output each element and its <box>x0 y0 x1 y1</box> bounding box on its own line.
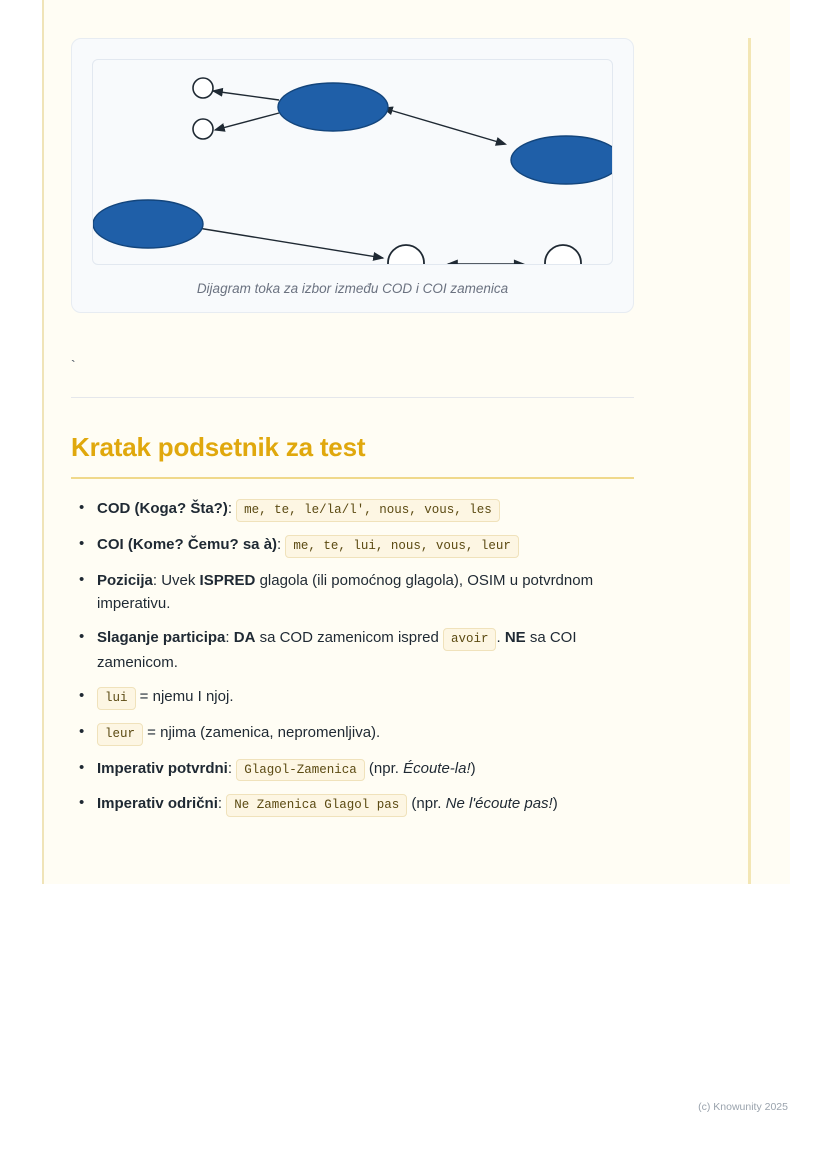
list-item <box>97 757 634 782</box>
emphasis-text: Slaganje participa <box>97 629 226 647</box>
list-item <box>97 792 634 817</box>
body-text: (npr. <box>364 759 404 777</box>
list-item <box>97 569 634 616</box>
section-title: Kratak podsetnik za test <box>71 432 366 462</box>
example-text: Ne l'écoute pas! <box>445 795 553 813</box>
node-ellipse-left <box>93 200 203 248</box>
diagram-canvas <box>92 59 613 265</box>
list-item <box>97 685 634 710</box>
emphasis-text: COI (Kome? Čemu? sa à) <box>97 535 278 553</box>
emphasis-text: Imperativ odrični <box>97 795 218 813</box>
body-text: (npr. <box>407 795 446 813</box>
list-item <box>97 497 634 522</box>
node-circle-bottom-2 <box>545 245 581 264</box>
code-chip: avoir <box>443 628 497 651</box>
body-text: : <box>277 535 286 553</box>
body-text: : <box>217 795 227 813</box>
summary-list <box>71 497 634 817</box>
flowchart-svg <box>93 60 612 264</box>
code-chip: me, te, le/la/l', nous, vous, les <box>236 499 500 522</box>
body-text: sa COD zamenicom ispred <box>255 629 443 647</box>
node-circle-bottom-1 <box>388 245 424 264</box>
body-text: = njima (zamenica, nepromenljiva). <box>143 723 381 741</box>
node-ellipse-right <box>511 136 612 184</box>
edge-top-to-circle2 <box>215 113 279 130</box>
node-small-circle-1 <box>193 78 213 98</box>
edge-top-to-right <box>383 108 505 144</box>
code-chip: Glagol-Zamenica <box>236 759 365 782</box>
body-text: : <box>225 629 234 647</box>
body-text: . <box>496 629 505 647</box>
footer-copyright: (c) Knowunity 2025 <box>698 1101 788 1113</box>
emphasis-text: COD (Koga? Šta?) <box>97 500 228 518</box>
body-text: = njemu I njoj. <box>135 688 234 706</box>
list-item <box>97 626 634 674</box>
code-chip: Ne Zamenica Glagol pas <box>226 794 407 817</box>
body-text: sa COI zamenicom. <box>97 629 577 671</box>
diagram-card <box>71 38 634 313</box>
node-small-circle-2 <box>193 119 213 139</box>
body-text: : Uvek <box>152 571 200 589</box>
emphasis-text: DA <box>233 629 256 647</box>
emphasis-text: Imperativ potvrdni <box>97 759 228 777</box>
body-text: : <box>227 759 237 777</box>
body-text: ) <box>470 759 476 777</box>
content-divider <box>71 397 634 398</box>
edge-top-to-circle1 <box>213 91 279 100</box>
emphasis-text: NE <box>504 629 526 647</box>
body-text: : <box>227 500 237 518</box>
edge-left-to-circle-bottom <box>198 228 383 258</box>
list-item <box>97 533 634 558</box>
example-text: Écoute-la! <box>403 759 471 777</box>
emphasis-text: Pozicija <box>97 571 153 589</box>
document-content <box>71 0 634 828</box>
section-title-rule <box>71 477 634 479</box>
body-text: ) <box>552 795 558 813</box>
code-chip: lui <box>97 687 136 710</box>
emphasis-text: ISPRED <box>199 571 256 589</box>
code-chip: leur <box>97 723 143 746</box>
list-item <box>97 721 634 746</box>
stray-backtick: ` <box>71 357 76 373</box>
diagram-caption: Dijagram toka za izbor između COD i COI zamenica <box>196 281 509 296</box>
code-chip: me, te, lui, nous, vous, leur <box>285 535 519 558</box>
page-left-rule <box>42 0 44 884</box>
body-text: glagola (ili pomoćnog glagola), OSIM u potvrdnom imperativu. <box>97 571 594 612</box>
node-ellipse-top <box>278 83 388 131</box>
page-right-rule <box>748 38 751 884</box>
